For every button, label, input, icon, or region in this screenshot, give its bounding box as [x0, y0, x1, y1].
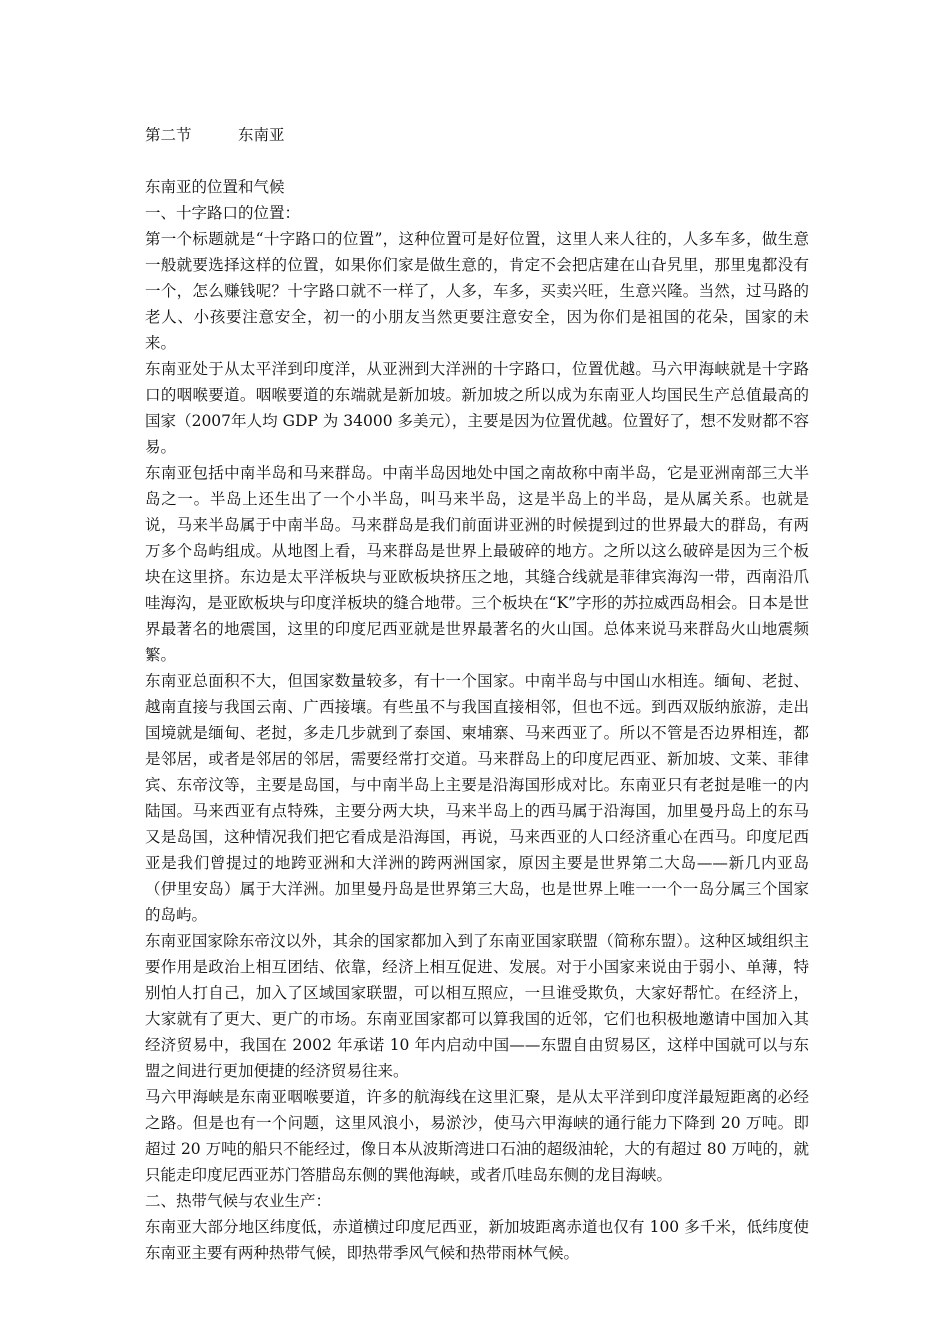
- paragraph: 第一个标题就是“十字路口的位置”，这种位置可是好位置，这里人来人往的，人多车多，做生意一般就要选择这样的位置，如果你们家是做生意的，肯定不会把店建在山旮旯里，那里鬼都没有一个，怎么赚钱呢？十字路口就不一样了，人多，车多，买卖兴旺，生意兴隆。当然，过马路的老人、小孩要注意安全，初一的小朋友当然更要注意安全，因为你们是祖国的花朵，国家的未来。: [145, 230, 809, 352]
- paragraph: 东南亚处于从太平洋到印度洋，从亚洲到大洋洲的十字路口，位置优越。马六甲海峡就是十字路口的咽喉要道。咽喉要道的东端就是新加坡。新加坡之所以成为东南亚人均国民生产总值最高的国家（2007年人均 GDP 为 34000 多美元），主要是因为位置优越。位置好了，想不发财都不容易。: [145, 360, 809, 456]
- section-title: [145, 122, 809, 148]
- heading-tropical-climate: 二、热带气候与农业生产：: [145, 1192, 332, 1210]
- paragraph: 东南亚大部分地区纬度低，赤道横过印度尼西亚，新加坡距离赤道也仅有 100 多千米，低纬度使东南亚主要有两种热带气候，即热带季风气候和热带雨林气候。: [145, 1218, 809, 1262]
- paragraph: 东南亚包括中南半岛和马来群岛。中南半岛因地处中国之南故称中南半岛，它是亚洲南部三大半岛之一。半岛上还生出了一个小半岛，叫马来半岛，这是半岛上的半岛，是从属关系。也就是说，马来半岛属于中南半岛。马来群岛是我们前面讲亚洲的时候提到过的世界最大的群岛，有两万多个岛屿组成。从地图上看，马来群岛是世界上最破碎的地方。之所以这么破碎是因为三个板块在这里挤。东边是太平洋板块与亚欧板块挤压之地，其缝合线就是菲律宾海沟一带，西南沿爪哇海沟，是亚欧板块与印度洋板块的缝合地带。三个板块在“K”字形的苏拉威西岛相会。日本是世界最著名的地震国，这里的印度尼西亚就是世界最著名的火山国。总体来说马来群岛火山地震频繁。: [145, 464, 809, 664]
- section-number: 第二节: [145, 126, 192, 144]
- paragraph: 马六甲海峡是东南亚咽喉要道，许多的航海线在这里汇聚，是从太平洋到印度洋最短距离的必经之路。但是也有一个问题，这里风浪小，易淤沙，使马六甲海峡的通行能力下降到 20 万吨。即超过 20 万吨的船只不能经过，像日本从波斯湾进口石油的超级油轮，大的有超过 80 万吨的，就只能走印度尼西亚苏门答腊岛东侧的巽他海峡，或者爪哇岛东侧的龙目海峡。: [145, 1088, 809, 1184]
- document-body: [145, 122, 809, 1266]
- heading-crossroads: 一、十字路口的位置：: [145, 204, 301, 222]
- paragraph: 东南亚国家除东帝汶以外，其余的国家都加入到了东南亚国家联盟（简称东盟）。这种区域组织主要作用是政治上相互团结、依靠，经济上相互促进、发展。对于小国家来说由于弱小、单薄，特别怕人打自己，加入了区域国家联盟，可以相互照应，一旦谁受欺负，大家好帮忙。在经济上，大家就有了更大、更广的市场。东南亚国家都可以算我国的近邻，它们也积极地邀请中国加入其经济贸易中，我国在 2002 年承诺 10 年内启动中国——东盟自由贸易区，这样中国就可以与东盟之间进行更加便捷的经济贸易往来。: [145, 932, 809, 1080]
- paragraph: 东南亚总面积不大，但国家数量较多，有十一个国家。中南半岛与中国山水相连。缅甸、老挝、越南直接与我国云南、广西接壤。有些虽不与我国直接相邻，但也不远。到西双版纳旅游，走出国境就是缅甸、老挝，多走几步就到了泰国、柬埔寨、马来西亚了。所以不管是否边界相连，都是邻居，或者是邻居的邻居，需要经常打交道。马来群岛上的印度尼西亚、新加坡、文莱、菲律宾、东帝汶等，主要是岛国，与中南半岛上主要是沿海国形成对比。东南亚只有老挝是唯一的内陆国。马来西亚有点特殊，主要分两大块，马来半岛上的西马属于沿海国，加里曼丹岛上的东马又是岛国，这种情况我们把它看成是沿海国，再说，马来西亚的人口经济重心在西马。印度尼西亚是我们曾提过的地跨亚洲和大洋洲的跨两洲国家，原因主要是世界第二大岛——新几内亚岛（伊里安岛）属于大洋洲。加里曼丹岛是世界第三大岛，也是世界上唯一一个一岛分属三个国家的岛屿。: [145, 672, 809, 924]
- topic-title: 东南亚的位置和气候: [145, 178, 285, 196]
- section-name: 东南亚: [238, 126, 285, 144]
